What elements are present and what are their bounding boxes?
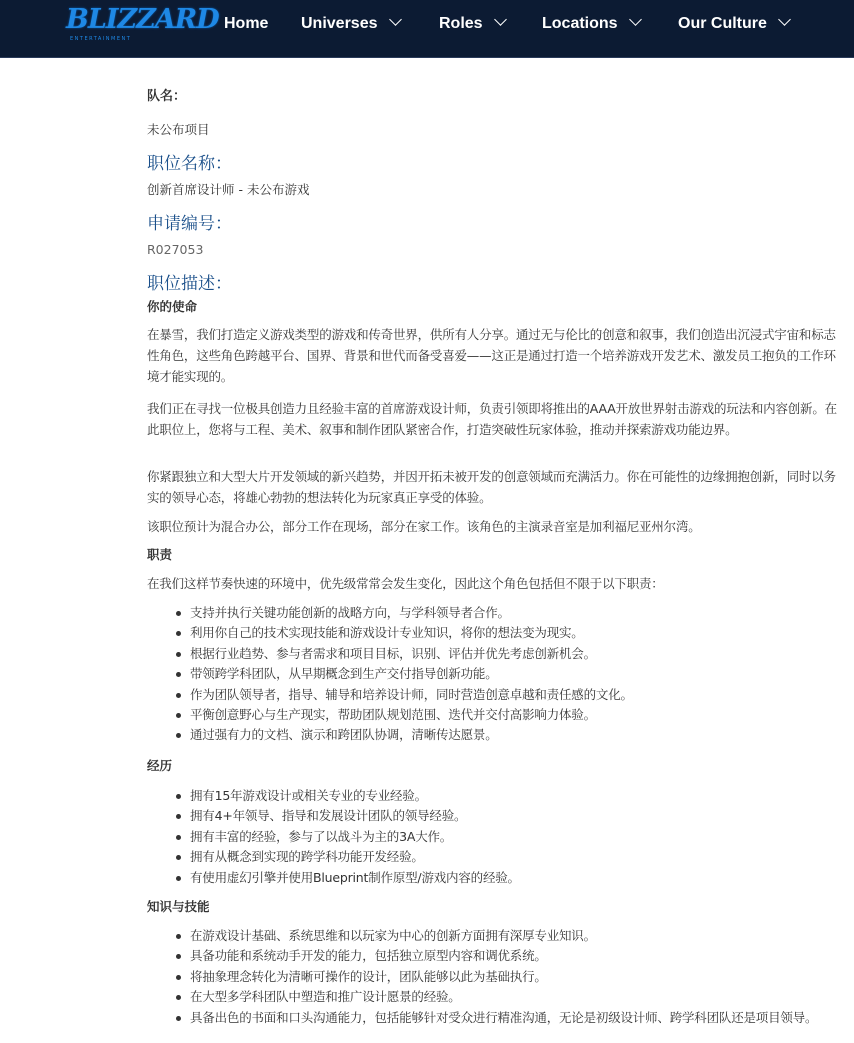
- list-item: 将抽象理念转化为清晰可操作的设计，团队能够以此为基础执行。: [174, 967, 844, 987]
- chevron-down-icon: [629, 13, 642, 26]
- description-label: 职位描述：: [147, 274, 232, 294]
- list-item: 在游戏设计基础、系统思维和以玩家为中心的创新方面拥有深厚专业知识。: [174, 926, 844, 946]
- job-title-value: 创新首席设计师 - 未公布游戏: [147, 182, 310, 197]
- requisition-value: R027053: [147, 242, 204, 257]
- nav-item-roles[interactable]: [439, 12, 505, 36]
- mission-paragraph-2: 我们正在寻找一位极具创造力且经验丰富的首席游戏设计师，负责引领即将推出的AAA开放世界射击游戏的玩法和内容创新。在此职位上，您将与工程、美术、叙事和制作团队紧密合作，打造突破性玩家体验，推动并探索游戏功能边界。: [147, 401, 837, 437]
- skills-list: [174, 926, 844, 1028]
- nav-item-label: Universes: [301, 15, 378, 32]
- job-title-label: 职位名称：: [147, 154, 232, 174]
- requisition-label: 申请编号：: [147, 214, 232, 234]
- list-item: 有使用虚幻引擎并使用Blueprint制作原型/游戏内容的经验。: [174, 868, 844, 888]
- list-item: 平衡创意野心与生产现实，帮助团队规划范围、迭代并交付高影响力体验。: [174, 705, 844, 725]
- nav-item-home[interactable]: [224, 12, 268, 36]
- list-item: 拥有从概念到实现的跨学科功能开发经验。: [174, 847, 844, 867]
- chevron-down-icon: [494, 13, 507, 26]
- list-item: 支持并执行关键功能创新的战略方向，与学科领导者合作。: [174, 603, 844, 623]
- duties-heading: 职责: [147, 547, 173, 562]
- list-item: 在大型多学科团队中塑造和推广设计愿景的经验。: [174, 987, 844, 1007]
- top-navbar: [0, 0, 854, 58]
- mission-heading: 你的使命: [147, 299, 198, 314]
- list-item: 拥有丰富的经验，参与了以战斗为主的3A大作。: [174, 827, 844, 847]
- list-item: 通过强有力的文档、演示和跨团队协调，清晰传达愿景。: [174, 725, 844, 745]
- nav-item-label: Roles: [439, 15, 483, 32]
- list-item: 作为团队领导者，指导、辅导和培养设计师，同时营造创意卓越和责任感的文化。: [174, 685, 844, 705]
- team-label: 队名：: [147, 89, 187, 104]
- logo-wordmark: BLIZZARD: [66, 4, 219, 35]
- experience-heading: 经历: [147, 758, 173, 773]
- team-value: 未公布项目: [147, 122, 210, 137]
- experience-list: [174, 786, 844, 888]
- nav-item-universes[interactable]: [301, 12, 400, 36]
- chevron-down-icon: [389, 13, 402, 26]
- nav-item-our-culture[interactable]: [678, 12, 789, 36]
- nav-item-locations[interactable]: [542, 12, 640, 36]
- duties-intro: 在我们这样节奏快速的环境中，优先级常常会发生变化，因此这个角色包括但不限于以下职责：: [147, 576, 664, 591]
- list-item: 拥有15年游戏设计或相关专业的专业经验。: [174, 786, 844, 806]
- mission-paragraph-3: 你紧跟独立和大型大片开发领域的新兴趋势，并因开拓未被开发的创意领域而充满活力。你在可能性的边缘拥抱创新，同时以务实的领导心态，将雄心勃勃的想法转化为玩家真正享受的体验。: [147, 469, 836, 505]
- list-item: 拥有4+年领导、指导和发展设计团队的领导经验。: [174, 806, 844, 826]
- nav-item-label: Locations: [542, 15, 618, 32]
- list-item: 利用你自己的技术实现技能和游戏设计专业知识，将你的想法变为现实。: [174, 623, 844, 643]
- list-item: 根据行业趋势、参与者需求和项目目标，识别、评估并优先考虑创新机会。: [174, 644, 844, 664]
- logo-subtitle: ENTERTAINMENT: [70, 36, 132, 42]
- chevron-down-icon: [778, 13, 791, 26]
- list-item: 具备功能和系统动手开发的能力，包括独立原型内容和调优系统。: [174, 946, 844, 966]
- duties-list: [174, 603, 844, 746]
- nav-item-label: Home: [224, 15, 269, 32]
- mission-paragraph-4: 该职位预计为混合办公，部分工作在现场，部分在家工作。该角色的主演录音室是加利福尼亚州尔湾。: [147, 519, 701, 534]
- list-item: 具备出色的书面和口头沟通能力，包括能够针对受众进行精准沟通，无论是初级设计师、跨学科团队还是项目领导。: [174, 1008, 844, 1028]
- skills-heading: 知识与技能: [147, 899, 210, 914]
- nav-item-label: Our Culture: [678, 15, 767, 32]
- mission-paragraph-1: 在暴雪，我们打造定义游戏类型的游戏和传奇世界，供所有人分享。通过无与伦比的创意和叙事，我们创造出沉浸式宇宙和标志性角色，这些角色跨越平台、国界、背景和世代而备受喜爱——这正是通过打造一个培养游戏开发艺术、激发员工抱负的工作环境才能实现的。: [147, 327, 836, 384]
- list-item: 带领跨学科团队，从早期概念到生产交付指导创新功能。: [174, 664, 844, 684]
- blizzard-logo[interactable]: [66, 3, 219, 45]
